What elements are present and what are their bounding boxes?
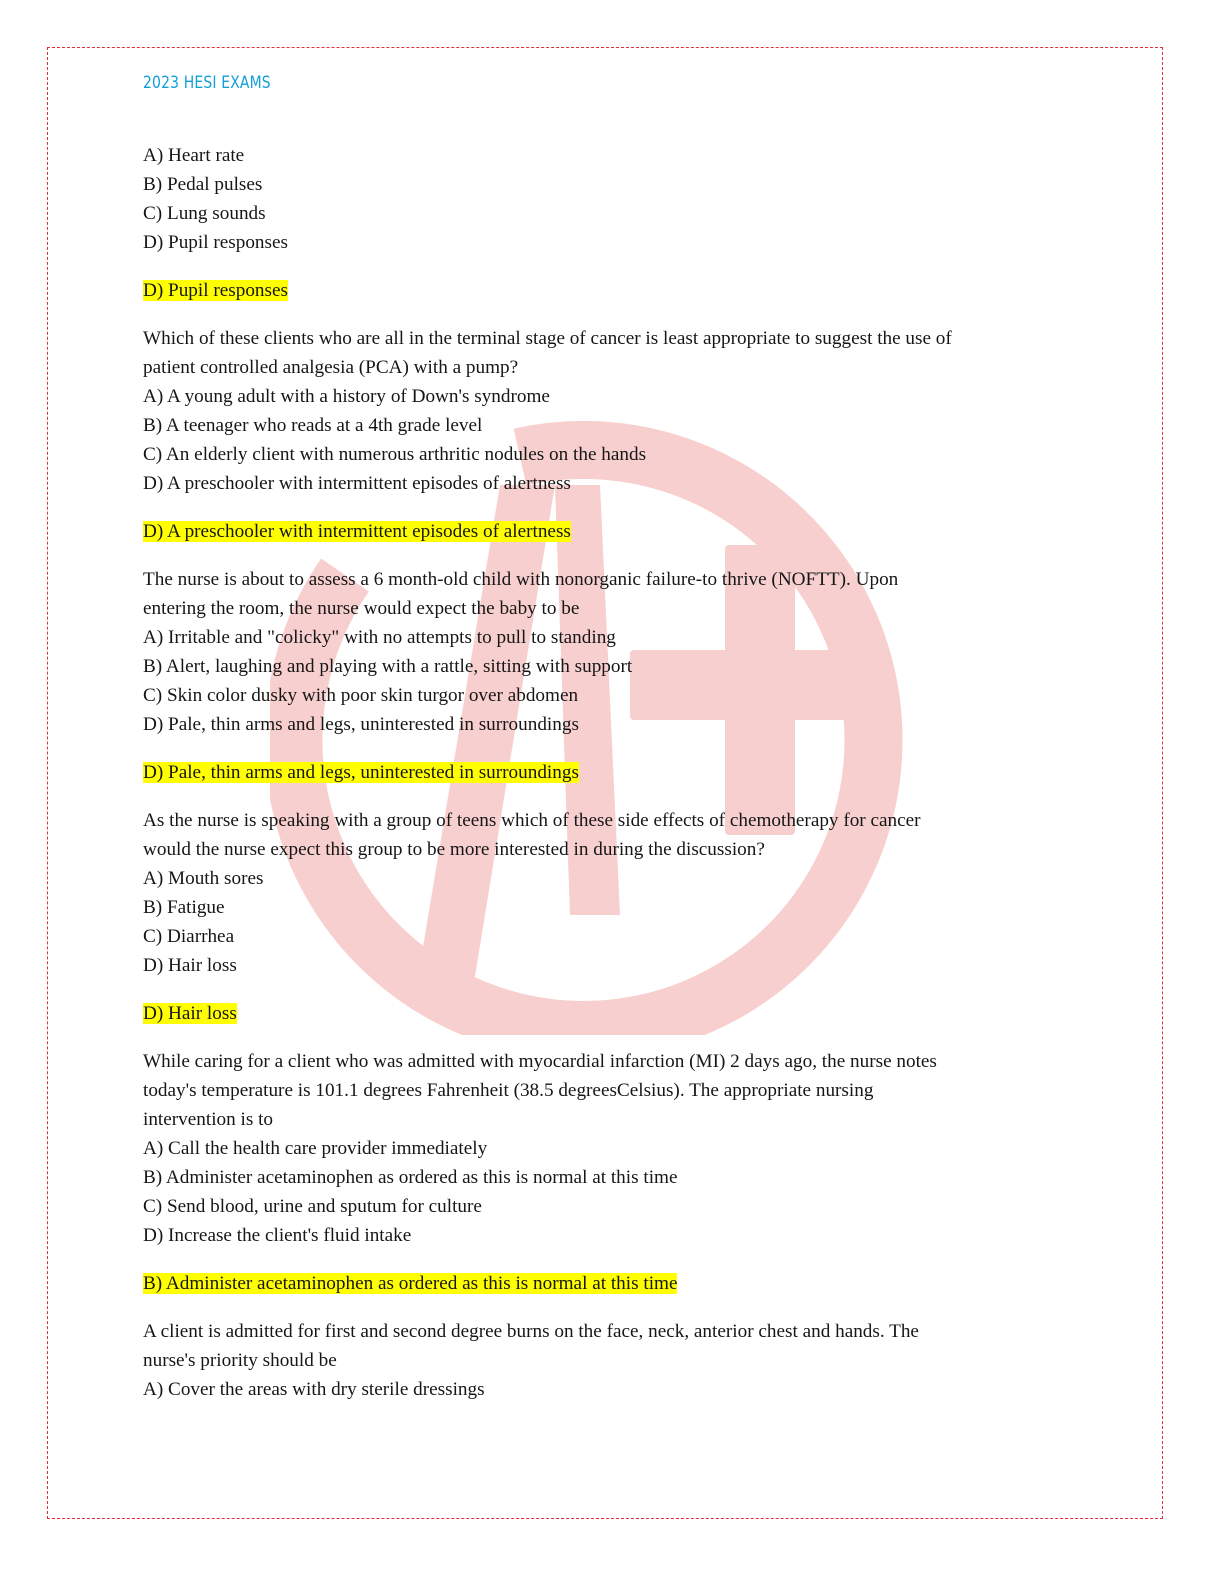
question-stem-line: patient controlled analgesia (PCA) with a pump?: [143, 357, 519, 378]
highlighted-answer: B) Administer acetaminophen as ordered as this is normal at this time: [143, 1273, 678, 1294]
question-2: [143, 565, 1083, 787]
option-a: A) Irritable and "colicky" with no attempts to pull to standing: [143, 627, 616, 648]
question-stem-line: A client is admitted for first and second degree burns on the face, neck, anterior chest and hands. The: [143, 1321, 919, 1342]
question-3: [143, 806, 1083, 1028]
question-stem-line: As the nurse is speaking with a group of teens which of these side effects of chemotherapy for cancer: [143, 810, 921, 831]
question-5: [143, 1317, 1083, 1404]
document-header-title: 2023 HESI EXAMS: [143, 73, 271, 93]
option-d: D) Hair loss: [143, 955, 237, 976]
option-a: A) A young adult with a history of Down's syndrome: [143, 386, 550, 407]
option-a: A) Mouth sores: [143, 868, 264, 889]
question-0: [143, 141, 1083, 305]
document-body: [143, 141, 1083, 1404]
option-b: B) Alert, laughing and playing with a rattle, sitting with support: [143, 656, 633, 677]
option-b: B) A teenager who reads at a 4th grade level: [143, 415, 483, 436]
question-stem-line: would the nurse expect this group to be more interested in during the discussion?: [143, 839, 765, 860]
question-1: [143, 324, 1083, 546]
highlighted-answer: D) Hair loss: [143, 1003, 237, 1024]
highlighted-answer: D) A preschooler with intermittent episodes of alertness: [143, 521, 571, 542]
option-c: C) Diarrhea: [143, 926, 235, 947]
option-b: B) Administer acetaminophen as ordered as this is normal at this time: [143, 1167, 678, 1188]
option-d: D) Pale, thin arms and legs, uninterested in surroundings: [143, 714, 579, 735]
highlighted-answer: D) Pale, thin arms and legs, uninterested in surroundings: [143, 762, 579, 783]
question-stem-line: today's temperature is 101.1 degrees Fahrenheit (38.5 degreesCelsius). The appropriate nursing: [143, 1080, 874, 1101]
option-c: C) An elderly client with numerous arthritic nodules on the hands: [143, 444, 647, 465]
option-c: C) Skin color dusky with poor skin turgor over abdomen: [143, 685, 579, 706]
option-a: A) Cover the areas with dry sterile dressings: [143, 1379, 485, 1400]
highlighted-answer: D) Pupil responses: [143, 280, 288, 301]
question-stem-line: Which of these clients who are all in the terminal stage of cancer is least appropriate to suggest the use of: [143, 328, 952, 349]
option-d: D) Increase the client's fluid intake: [143, 1225, 412, 1246]
option-a: A) Heart rate: [143, 145, 245, 166]
question-stem-line: entering the room, the nurse would expect the baby to be: [143, 598, 580, 619]
question-4: [143, 1047, 1083, 1298]
option-d: D) A preschooler with intermittent episodes of alertness: [143, 473, 571, 494]
option-c: C) Lung sounds: [143, 203, 266, 224]
option-a: A) Call the health care provider immediately: [143, 1138, 488, 1159]
option-b: B) Pedal pulses: [143, 174, 263, 195]
question-stem-line: While caring for a client who was admitted with myocardial infarction (MI) 2 days ago, the nurse notes: [143, 1051, 937, 1072]
question-stem-line: nurse's priority should be: [143, 1350, 337, 1371]
option-d: D) Pupil responses: [143, 232, 288, 253]
option-b: B) Fatigue: [143, 897, 225, 918]
option-c: C) Send blood, urine and sputum for culture: [143, 1196, 482, 1217]
question-stem-line: The nurse is about to assess a 6 month-old child with nonorganic failure-to thrive (NOFTT). Upon: [143, 569, 899, 590]
question-stem-line: intervention is to: [143, 1109, 274, 1130]
